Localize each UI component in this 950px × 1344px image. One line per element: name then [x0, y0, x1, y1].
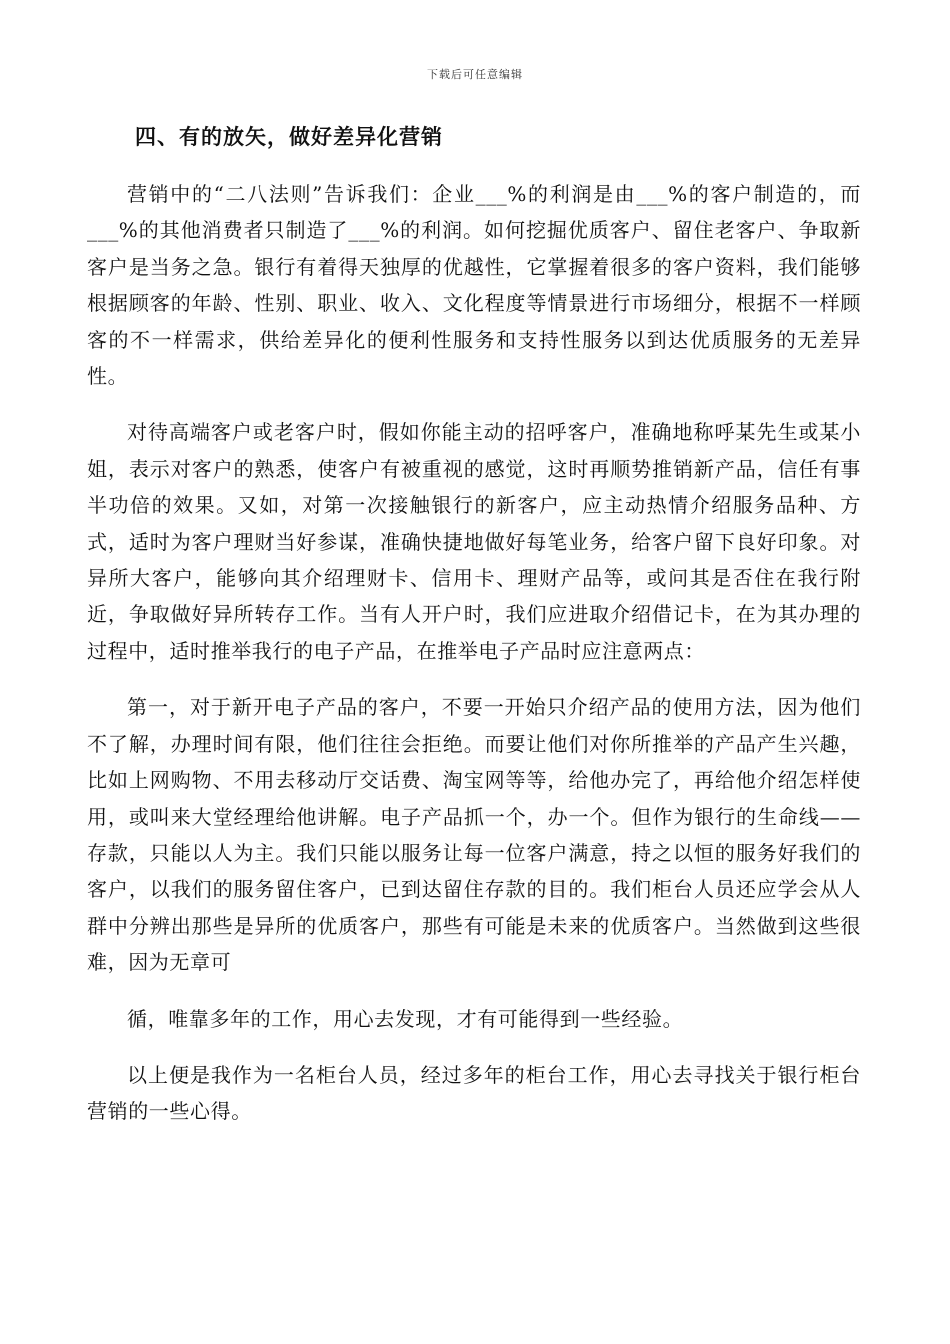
paragraph-electronic-products: 第一，对于新开电子产品的客户，不要一开始只介绍产品的使用方法，因为他们不了解，办理时间有限，他们往往会拒绝。而要让他们对你所推举的产品产生兴趣，比如上网购物、不用去移动厅交话费、淘宝网等等，给他办完了，再给他介绍怎样使用，或叫来大堂经理给他讲解。电子产品抓一个，办一个。但作为银行的生命线——存款，只能以人为主。我们只能以服务让每一位客户满意，持之以恒的服务好我们的客户，以我们的服务留住客户，已到达留住存款的目的。我们柜台人员还应学会从人群中分辨出那些是异所的优质客户，那些有可能是未来的优质客户。当然做到这些很难，因为无章可: [87, 695, 861, 975]
header-note: 下载后可任意编辑: [427, 68, 523, 81]
paragraph-conclusion: 以上便是我作为一名柜台人员，经过多年的柜台工作，用心去寻找关于银行柜台营销的一些心得。: [87, 1062, 861, 1124]
paragraph-experience: 循，唯靠多年的工作，用心去发现，才有可能得到一些经验。: [127, 1006, 684, 1031]
section-heading: 四、有的放矢，做好差异化营销: [135, 124, 443, 149]
paragraph-high-end-customers: 对待高端客户或老客户时，假如你能主动的招呼客户，准确地称呼某先生或某小姐，表示对客户的熟悉，使客户有被重视的感觉，这时再顺势推销新产品，信任有事半功倍的效果。又如，对第一次接触银行的新客户，应主动热情介绍服务品种、方式，适时为客户理财当好参谋，准确快捷地做好每笔业务，给客户留下良好印象。对异所大客户，能够向其介绍理财卡、信用卡、理财产品等，或问其是否住在我行附近，争取做好异所转存工作。当有人开户时，我们应进取介绍借记卡，在为其办理的过程中，适时推举我行的电子产品，在推举电子产品时应注意两点：: [87, 420, 861, 663]
paragraph-eighty-twenty-rule: 营销中的“二八法则”告诉我们：企业___%的利润是由___%的客户制造的，而___%的其他消费者只制造了___%的利润。如何挖掘优质客户、留住老客户、争取新客户是当务之急。银行有着得天独厚的优越性，它掌握着很多的客户资料，我们能够根据顾客的年龄、性别、职业、收入、文化程度等情景进行市场细分，根据不一样顾客的不一样需求，供给差异化的便利性服务和支持性服务以到达优质服务的无差异性。: [87, 182, 861, 389]
document-body: [87, 118, 861, 1150]
